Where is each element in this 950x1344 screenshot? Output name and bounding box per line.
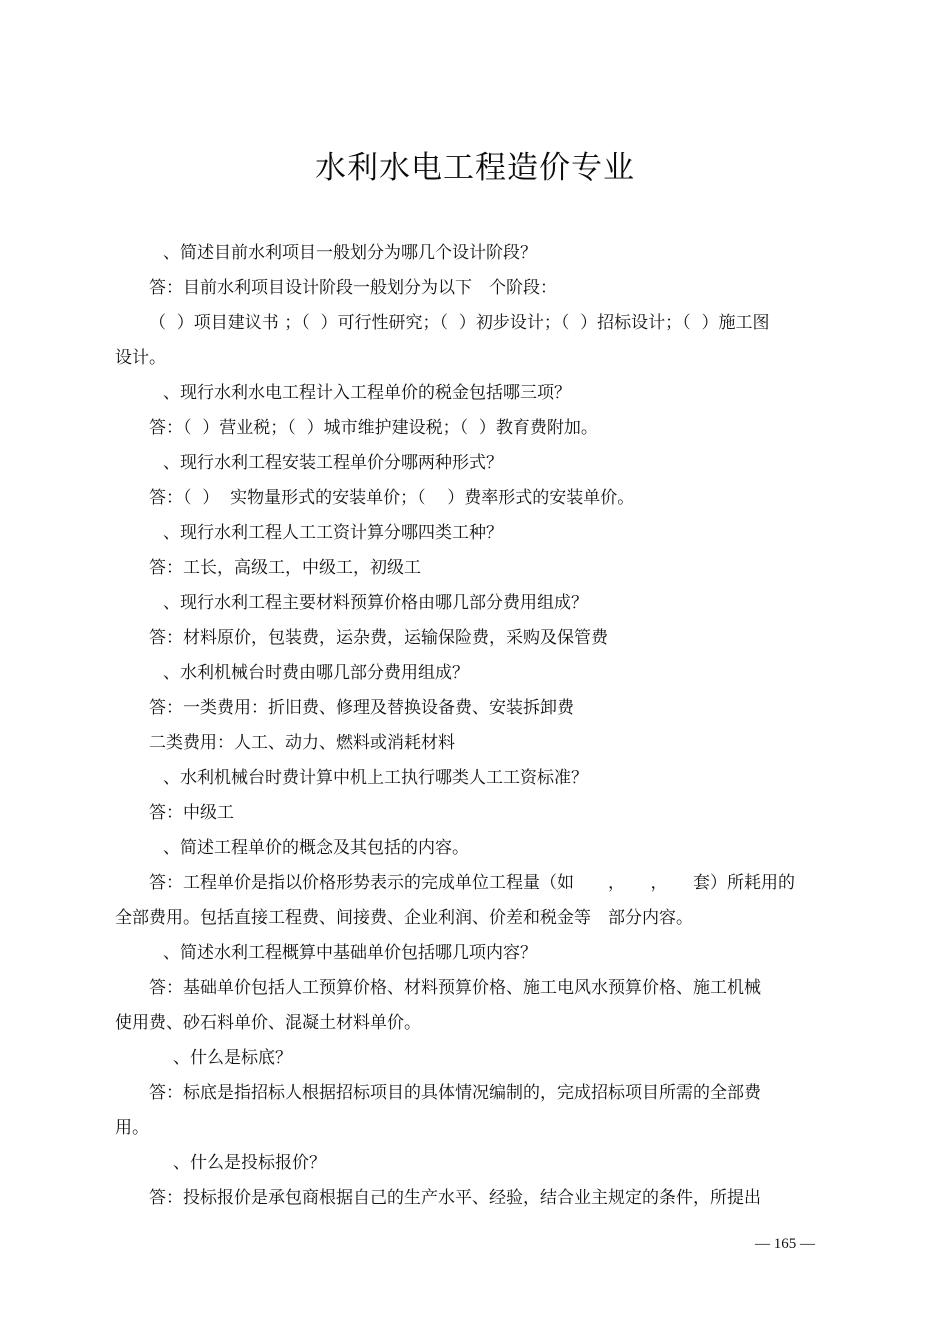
- continuation-line: 用。: [115, 1118, 149, 1138]
- page-number: — 165 —: [755, 1236, 815, 1252]
- answer-line: 答：（ ）营业税；（ ）城市维护建设税；（ ）教育费附加。: [149, 418, 598, 438]
- question-line: 、简述水利工程概算中基础单价包括哪几项内容？: [163, 943, 537, 963]
- answer-line: 答：基础单价包括人工预算价格、材料预算价格、施工电风水预算价格、施工机械: [149, 978, 761, 998]
- question-line: 、什么是投标报价？: [173, 1153, 326, 1173]
- answer-line: 答：一类费用：折旧费、修理及替换设备费、安装拆卸费: [149, 698, 574, 718]
- answer-line: 答：工长，高级工，中级工，初级工: [149, 558, 421, 578]
- question-line: 、简述目前水利项目一般划分为哪几个设计阶段？: [163, 243, 537, 263]
- answer-line: 答：投标报价是承包商根据自己的生产水平、经验，结合业主规定的条件，所提出: [149, 1188, 761, 1208]
- question-line: 、现行水利工程主要材料预算价格由哪几部分费用组成？: [163, 593, 588, 613]
- question-line: 、什么是标底？: [173, 1048, 292, 1068]
- question-line: 、水利机械台时费由哪几部分费用组成？: [163, 663, 469, 683]
- continuation-line: 使用费、砂石料单价、混凝土材料单价。: [115, 1013, 421, 1033]
- question-line: 、现行水利水电工程计入工程单价的税金包括哪三项？: [163, 383, 571, 403]
- answer-line: 答：材料原价，包装费，运杂费，运输保险费，采购及保管费: [149, 628, 608, 648]
- answer-line: 答：目前水利项目设计阶段一般划分为以下 个阶段：: [149, 278, 557, 298]
- question-line: 、现行水利工程人工工资计算分哪四类工种？: [163, 523, 503, 543]
- question-line: 、水利机械台时费计算中机上工执行哪类人工工资标准？: [163, 768, 588, 788]
- page-title: 水利水电工程造价专业: [315, 150, 635, 186]
- answer-line: 答：（ ） 实物量形式的安装单价；（ ）费率形式的安装单价。: [149, 488, 635, 508]
- answer-line: 答：中级工: [149, 803, 234, 823]
- continuation-line: 全部费用。包括直接工程费、间接费、企业利润、价差和税金等 部分内容。: [115, 908, 693, 928]
- answer-line: 答：工程单价是指以价格形势表示的完成单位工程量（如 ， ， 套）所耗用的: [149, 873, 795, 893]
- answer-line: （ ）项目建议书 ；（ ）可行性研究；（ ）初步设计；（ ）招标设计；（ ）施工图: [149, 313, 770, 333]
- answer-line: 答：标底是指招标人根据招标项目的具体情况编制的，完成招标项目所需的全部费: [149, 1083, 761, 1103]
- answer-line: 二类费用：人工、动力、燃料或消耗材料: [149, 733, 455, 753]
- document-body: [115, 236, 830, 1216]
- continuation-line: 设计。: [115, 348, 166, 368]
- question-line: 、简述工程单价的概念及其包括的内容。: [163, 838, 469, 858]
- question-line: 、现行水利工程安装工程单价分哪两种形式？: [163, 453, 503, 473]
